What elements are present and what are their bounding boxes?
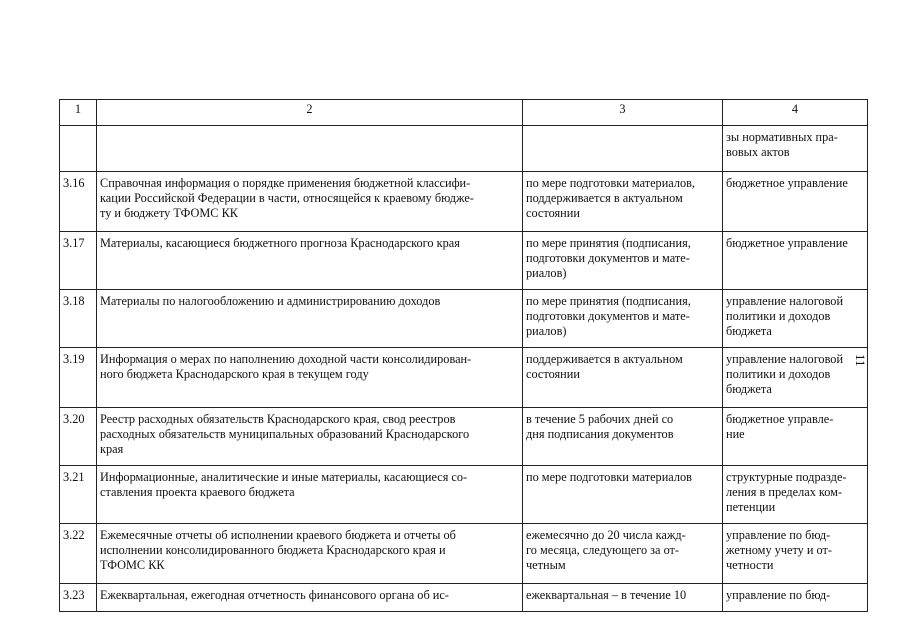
row-title-line: ту и бюджету ТФОМС КК	[100, 206, 238, 220]
row-number: 3.17	[60, 232, 97, 290]
row-title-line: ного бюджета Краснодарского края в текущем году	[100, 367, 369, 381]
row-title	[97, 524, 523, 584]
row-period-line: подготовки документов и мате-	[526, 309, 690, 323]
row-title	[97, 466, 523, 524]
document-table	[59, 99, 868, 612]
row-title	[97, 126, 523, 172]
row-responsible-line: управление по бюд-	[726, 528, 831, 542]
row-responsible	[723, 232, 868, 290]
column-header-1: 1	[60, 100, 97, 126]
row-period	[523, 290, 723, 348]
row-responsible	[723, 348, 868, 408]
row-title-line: Материалы по налогообложению и администрированию доходов	[100, 294, 441, 308]
row-responsible-line: управление по бюд-	[726, 588, 831, 602]
row-title-line: ТФОМС КК	[100, 558, 165, 572]
row-period-line: го месяца, следующего за от-	[526, 543, 680, 557]
row-number: 3.22	[60, 524, 97, 584]
row-responsible-line: политики и доходов	[726, 367, 831, 381]
row-number: 3.23	[60, 584, 97, 612]
row-responsible-line: управление налоговой	[726, 294, 844, 308]
row-responsible	[723, 466, 868, 524]
row-period-line: состоянии	[526, 206, 580, 220]
row-title-line: Справочная информация о порядке применения бюджетной классифи-	[100, 176, 471, 190]
row-responsible-line: политики и доходов	[726, 309, 831, 323]
row-period-line: поддерживается в актуальном	[526, 352, 683, 366]
row-responsible	[723, 126, 868, 172]
row-period	[523, 232, 723, 290]
row-number: 3.21	[60, 466, 97, 524]
row-title-line: Информация о мерах по наполнению доходной части консолидирован-	[100, 352, 472, 366]
row-period-line: в течение 5 рабочих дней со	[526, 412, 674, 426]
table-row	[60, 584, 868, 612]
row-responsible-line: зы нормативных пра-	[726, 130, 838, 144]
row-number	[60, 126, 97, 172]
row-responsible-line: бюджета	[726, 382, 772, 396]
row-responsible-line: бюджетное управле-	[726, 412, 834, 426]
row-number: 3.16	[60, 172, 97, 232]
row-title-line: кации Российской Федерации в части, относящейся к краевому бюдже-	[100, 191, 474, 205]
row-period-line: по мере принятия (подписания,	[526, 236, 691, 250]
row-number: 3.20	[60, 408, 97, 466]
table-row	[60, 290, 868, 348]
row-title-line: Ежемесячные отчеты об исполнении краевого бюджета и отчеты об	[100, 528, 456, 542]
row-number: 3.18	[60, 290, 97, 348]
row-period	[523, 408, 723, 466]
table-header-row	[60, 100, 868, 126]
row-period-line: четным	[526, 558, 566, 572]
row-period	[523, 172, 723, 232]
row-period-line: по мере принятия (подписания,	[526, 294, 691, 308]
row-responsible	[723, 290, 868, 348]
row-period	[523, 348, 723, 408]
row-responsible-line: бюджетное управление	[726, 176, 848, 190]
row-responsible	[723, 172, 868, 232]
row-title-line: расходных обязательств муниципальных образований Краснодарского	[100, 427, 470, 441]
row-title-line: Информационные, аналитические и иные материалы, касающиеся со-	[100, 470, 468, 484]
row-responsible-line: управление налоговой	[726, 352, 844, 366]
row-title-line: Ежеквартальная, ежегодная отчетность финансового органа об ис-	[100, 588, 449, 602]
row-period-line: ежемесячно до 20 числа кажд-	[526, 528, 686, 542]
row-title-line: ставления проекта краевого бюджета	[100, 485, 295, 499]
row-number: 3.19	[60, 348, 97, 408]
row-title-line: Реестр расходных обязательств Краснодарского края, свод реестров	[100, 412, 456, 426]
row-responsible-line: бюджета	[726, 324, 772, 338]
row-period-line: состоянии	[526, 367, 580, 381]
row-responsible-line: бюджетное управление	[726, 236, 848, 250]
row-period	[523, 524, 723, 584]
page-number: 11	[853, 354, 868, 367]
table-row	[60, 348, 868, 408]
row-responsible-line: жетному учету и от-	[726, 543, 833, 557]
row-title	[97, 348, 523, 408]
row-responsible-line: четности	[726, 558, 774, 572]
table-row	[60, 466, 868, 524]
table-row	[60, 172, 868, 232]
column-header-3: 3	[523, 100, 723, 126]
column-header-2: 2	[97, 100, 523, 126]
column-header-4: 4	[723, 100, 868, 126]
row-responsible-line: ние	[726, 427, 745, 441]
table-row	[60, 408, 868, 466]
row-period	[523, 584, 723, 612]
row-title	[97, 584, 523, 612]
row-period-line: по мере подготовки материалов	[526, 470, 692, 484]
row-responsible	[723, 408, 868, 466]
row-responsible-line: ления в пределах ком-	[726, 485, 843, 499]
row-title-line: Материалы, касающиеся бюджетного прогноза Краснодарского края	[100, 236, 460, 250]
row-responsible-line: вовых актов	[726, 145, 790, 159]
table-row	[60, 126, 868, 172]
row-title-line: края	[100, 442, 124, 456]
row-period-line: поддерживается в актуальном	[526, 191, 683, 205]
row-period-line: ежеквартальная – в течение 10	[526, 588, 687, 602]
row-responsible-line: структурные подразде-	[726, 470, 847, 484]
row-title	[97, 232, 523, 290]
row-period-line: риалов)	[526, 266, 567, 280]
row-period-line: дня подписания документов	[526, 427, 674, 441]
row-period	[523, 126, 723, 172]
row-title	[97, 408, 523, 466]
table-row	[60, 232, 868, 290]
row-period-line: подготовки документов и мате-	[526, 251, 690, 265]
row-title	[97, 172, 523, 232]
row-title-line: исполнении консолидированного бюджета Краснодарского края и	[100, 543, 446, 557]
row-responsible	[723, 524, 868, 584]
row-responsible-line: петенции	[726, 500, 776, 514]
row-period-line: риалов)	[526, 324, 567, 338]
row-responsible	[723, 584, 868, 612]
table-row	[60, 524, 868, 584]
row-period-line: по мере подготовки материалов,	[526, 176, 696, 190]
row-title	[97, 290, 523, 348]
row-period	[523, 466, 723, 524]
